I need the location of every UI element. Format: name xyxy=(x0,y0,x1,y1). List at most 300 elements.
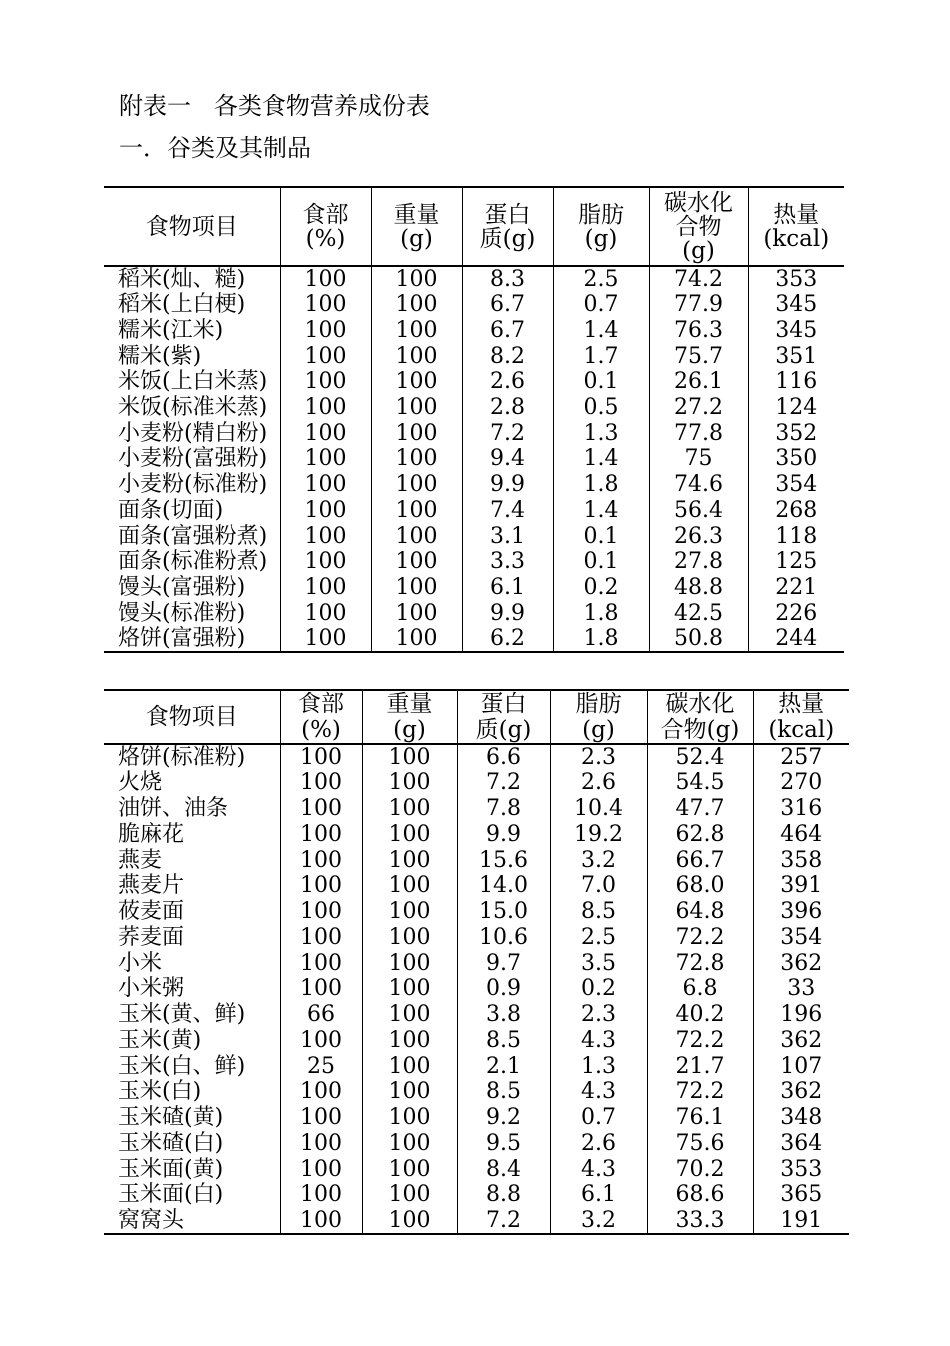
cell-carbohydrate: 33.3 xyxy=(647,1208,753,1234)
cell-carbohydrate: 76.3 xyxy=(649,318,748,344)
cell-food-item: 小麦粉(标准粉) xyxy=(118,472,268,498)
cell-calories: 270 xyxy=(753,770,849,796)
header-text: 蛋白 xyxy=(484,201,531,228)
cell-fat: 0.1 xyxy=(553,549,649,575)
cell-weight: 100 xyxy=(362,796,457,822)
cell-food-item: 油饼、油条 xyxy=(118,796,229,822)
cell-edible-portion: 100 xyxy=(280,523,371,549)
header-text: 质(g) xyxy=(479,225,536,252)
cell-calories: 257 xyxy=(753,744,849,770)
cell-protein: 8.5 xyxy=(457,1079,550,1105)
cell-carbohydrate: 42.5 xyxy=(649,600,748,626)
cell-protein: 9.9 xyxy=(457,822,550,848)
cell-fat: 2.3 xyxy=(550,1002,647,1028)
cell-food-item: 米饭(标准米蒸) xyxy=(118,395,268,421)
header-text: 重量 xyxy=(386,691,433,717)
cell-protein: 2.1 xyxy=(457,1053,550,1079)
table-row xyxy=(104,770,849,796)
header-text: 热量 xyxy=(778,691,825,717)
header-calories xyxy=(748,187,844,266)
header-text: 食物项目 xyxy=(145,213,238,240)
table-row xyxy=(104,1002,849,1028)
cell-edible-portion: 100 xyxy=(280,1079,362,1105)
cell-edible-portion: 100 xyxy=(280,266,371,292)
cell-fat: 1.4 xyxy=(553,446,649,472)
nutrition-table-1 xyxy=(104,186,844,653)
table-row xyxy=(104,822,849,848)
table-row xyxy=(104,796,849,822)
cell-edible-portion: 100 xyxy=(280,925,362,951)
cell-protein: 10.6 xyxy=(457,925,550,951)
cell-calories: 348 xyxy=(753,1105,849,1131)
cell-weight: 100 xyxy=(371,472,462,498)
cell-food-item: 面条(富强粉煮) xyxy=(118,523,268,549)
cell-food-item: 玉米面(黄) xyxy=(118,1156,224,1182)
header-text: (g) xyxy=(582,717,615,743)
cell-carbohydrate: 6.8 xyxy=(647,976,753,1002)
cell-carbohydrate: 47.7 xyxy=(647,796,753,822)
cell-food-item: 面条(切面) xyxy=(118,497,224,523)
header-protein xyxy=(457,690,550,744)
cell-food-item: 稻米(灿、糙) xyxy=(118,267,246,292)
table-row xyxy=(104,1156,849,1182)
cell-protein: 14.0 xyxy=(457,873,550,899)
cell-carbohydrate: 74.2 xyxy=(649,266,748,292)
cell-calories: 107 xyxy=(753,1053,849,1079)
header-text: 碳水化 xyxy=(665,691,735,717)
cell-weight: 100 xyxy=(362,925,457,951)
cell-fat: 1.3 xyxy=(553,420,649,446)
cell-edible-portion: 100 xyxy=(280,976,362,1002)
cell-protein: 6.1 xyxy=(462,575,553,601)
table-row xyxy=(104,925,849,951)
cell-carbohydrate: 72.8 xyxy=(647,950,753,976)
document-title: 附表一 各类食物营养成份表 xyxy=(119,92,430,120)
header-calories xyxy=(753,690,849,744)
table-row xyxy=(104,498,844,524)
cell-weight: 100 xyxy=(371,318,462,344)
cell-fat: 19.2 xyxy=(550,822,647,848)
cell-weight: 100 xyxy=(371,626,462,652)
table-row xyxy=(104,1053,849,1079)
cell-edible-portion: 100 xyxy=(280,1028,362,1054)
cell-edible-portion: 100 xyxy=(280,950,362,976)
cell-fat: 2.3 xyxy=(550,744,647,770)
cell-fat: 4.3 xyxy=(550,1079,647,1105)
cell-carbohydrate: 72.2 xyxy=(647,925,753,951)
cell-weight: 100 xyxy=(371,292,462,318)
cell-food-item: 馒头(标准粉) xyxy=(118,600,246,626)
cell-weight: 100 xyxy=(371,498,462,524)
cell-edible-portion: 100 xyxy=(280,1156,362,1182)
cell-food-item: 玉米面(白) xyxy=(118,1182,224,1208)
header-text: 食部 xyxy=(298,691,344,717)
cell-food-item: 荞麦面 xyxy=(118,924,185,950)
cell-protein: 6.6 xyxy=(457,744,550,770)
cell-edible-portion: 100 xyxy=(280,1105,362,1131)
cell-protein: 7.2 xyxy=(457,1208,550,1234)
cell-fat: 2.5 xyxy=(550,925,647,951)
cell-fat: 0.7 xyxy=(553,292,649,318)
header-text: 合物(g) xyxy=(660,717,740,743)
cell-carbohydrate: 54.5 xyxy=(647,770,753,796)
cell-edible-portion: 100 xyxy=(280,1208,362,1234)
cell-calories: 365 xyxy=(753,1182,849,1208)
nutrition-table-2 xyxy=(104,689,849,1235)
cell-weight: 100 xyxy=(371,369,462,395)
cell-carbohydrate: 52.4 xyxy=(647,744,753,770)
table-row xyxy=(104,575,844,601)
cell-weight: 100 xyxy=(362,1053,457,1079)
cell-protein: 9.7 xyxy=(457,950,550,976)
cell-protein: 8.3 xyxy=(462,266,553,292)
cell-protein: 15.6 xyxy=(457,847,550,873)
cell-fat: 1.4 xyxy=(553,318,649,344)
cell-protein: 3.1 xyxy=(462,523,553,549)
cell-edible-portion: 100 xyxy=(280,1182,362,1208)
cell-calories: 116 xyxy=(748,369,844,395)
table-row xyxy=(104,1028,849,1054)
cell-calories: 391 xyxy=(753,873,849,899)
cell-fat: 0.5 xyxy=(553,395,649,421)
cell-carbohydrate: 72.2 xyxy=(647,1079,753,1105)
cell-edible-portion: 100 xyxy=(280,744,362,770)
cell-carbohydrate: 70.2 xyxy=(647,1156,753,1182)
cell-weight: 100 xyxy=(362,847,457,873)
cell-protein: 9.9 xyxy=(462,600,553,626)
cell-edible-portion: 100 xyxy=(280,446,371,472)
cell-fat: 10.4 xyxy=(550,796,647,822)
cell-food-item: 莜麦面 xyxy=(118,899,185,925)
cell-food-item: 窝窝头 xyxy=(104,1208,280,1234)
cell-edible-portion: 100 xyxy=(280,575,371,601)
cell-calories: 364 xyxy=(753,1131,849,1157)
header-food-item xyxy=(104,690,280,744)
cell-protein: 9.2 xyxy=(457,1105,550,1131)
cell-carbohydrate: 21.7 xyxy=(647,1053,753,1079)
header-weight xyxy=(371,187,462,266)
cell-calories: 244 xyxy=(748,626,844,652)
cell-weight: 100 xyxy=(362,1182,457,1208)
cell-protein: 8.5 xyxy=(457,1028,550,1054)
cell-edible-portion: 100 xyxy=(280,420,371,446)
cell-fat: 1.7 xyxy=(553,343,649,369)
cell-weight: 100 xyxy=(362,1028,457,1054)
cell-food-item: 玉米(白、鲜) xyxy=(118,1053,246,1079)
cell-food-item: 面条(标准粉煮) xyxy=(118,549,268,575)
cell-weight: 100 xyxy=(362,899,457,925)
cell-edible-portion: 100 xyxy=(280,626,371,652)
header-text: 蛋白 xyxy=(480,691,527,717)
cell-calories: 118 xyxy=(748,523,844,549)
cell-carbohydrate: 75.6 xyxy=(647,1131,753,1157)
header-text: 重量 xyxy=(393,201,440,228)
table-row xyxy=(104,1079,849,1105)
cell-protein: 0.9 xyxy=(457,976,550,1002)
cell-fat: 0.2 xyxy=(550,976,647,1002)
table-row xyxy=(104,1182,849,1208)
cell-food-item: 燕麦 xyxy=(118,847,163,873)
cell-edible-portion: 100 xyxy=(280,369,371,395)
header-text: 脂肪 xyxy=(575,691,622,717)
cell-fat: 1.8 xyxy=(553,472,649,498)
cell-food-item: 燕麦片 xyxy=(118,873,185,899)
cell-edible-portion: 100 xyxy=(280,899,362,925)
cell-edible-portion: 100 xyxy=(280,796,362,822)
cell-fat: 0.1 xyxy=(553,523,649,549)
table-row xyxy=(104,343,844,369)
table-row xyxy=(104,626,844,652)
cell-food-item: 玉米碴(白) xyxy=(118,1130,224,1156)
cell-food-item: 火烧 xyxy=(118,770,163,796)
cell-carbohydrate: 74.6 xyxy=(649,472,748,498)
table-row xyxy=(104,523,844,549)
cell-calories: 196 xyxy=(753,1002,849,1028)
header-edible-portion xyxy=(280,690,362,744)
cell-edible-portion: 100 xyxy=(280,472,371,498)
cell-weight: 100 xyxy=(362,822,457,848)
cell-carbohydrate: 66.7 xyxy=(647,847,753,873)
cell-protein: 9.4 xyxy=(462,446,553,472)
cell-calories: 362 xyxy=(753,1028,849,1054)
cell-fat: 0.1 xyxy=(553,369,649,395)
header-fat xyxy=(553,187,649,266)
cell-calories: 396 xyxy=(753,899,849,925)
header-text: (%) xyxy=(305,225,346,252)
cell-food-item: 小麦粉(精白粉) xyxy=(118,420,268,446)
cell-fat: 3.5 xyxy=(550,950,647,976)
cell-food-item: 玉米碴(黄) xyxy=(118,1105,224,1131)
cell-protein: 2.6 xyxy=(462,369,553,395)
cell-weight: 100 xyxy=(362,1208,457,1234)
cell-weight: 100 xyxy=(371,266,462,292)
cell-carbohydrate: 26.1 xyxy=(649,369,748,395)
cell-weight: 100 xyxy=(362,744,457,770)
cell-calories: 268 xyxy=(748,498,844,524)
cell-edible-portion: 100 xyxy=(280,343,371,369)
header-text: (g) xyxy=(393,717,426,743)
cell-weight: 100 xyxy=(371,549,462,575)
table-row xyxy=(104,369,844,395)
header-text: 热量 xyxy=(773,201,820,228)
table-header-row xyxy=(104,187,844,266)
cell-edible-portion: 100 xyxy=(280,318,371,344)
cell-food-item: 玉米(黄) xyxy=(118,1027,202,1053)
header-text: 质(g) xyxy=(475,717,532,743)
table-row xyxy=(104,446,844,472)
cell-carbohydrate: 56.4 xyxy=(649,498,748,524)
cell-calories: 221 xyxy=(748,575,844,601)
cell-edible-portion: 100 xyxy=(280,292,371,318)
cell-fat: 2.6 xyxy=(550,770,647,796)
cell-edible-portion: 100 xyxy=(280,822,362,848)
cell-fat: 1.8 xyxy=(553,600,649,626)
cell-weight: 100 xyxy=(371,343,462,369)
cell-edible-portion: 100 xyxy=(280,770,362,796)
table-row xyxy=(104,395,844,421)
cell-carbohydrate: 68.6 xyxy=(647,1182,753,1208)
cell-protein: 3.3 xyxy=(462,549,553,575)
cell-weight: 100 xyxy=(371,600,462,626)
cell-weight: 100 xyxy=(362,1156,457,1182)
cell-calories: 353 xyxy=(748,266,844,292)
cell-weight: 100 xyxy=(362,950,457,976)
cell-fat: 1.4 xyxy=(553,498,649,524)
cell-protein: 6.7 xyxy=(462,292,553,318)
table-row xyxy=(104,899,849,925)
cell-food-item: 烙饼(标准粉) xyxy=(118,745,246,770)
cell-edible-portion: 100 xyxy=(280,549,371,575)
cell-weight: 100 xyxy=(371,523,462,549)
cell-calories: 350 xyxy=(748,446,844,472)
cell-calories: 124 xyxy=(748,395,844,421)
header-text: 碳水化 xyxy=(664,189,733,216)
cell-protein: 7.2 xyxy=(457,770,550,796)
cell-protein: 8.4 xyxy=(457,1156,550,1182)
cell-food-item: 小米粥 xyxy=(118,976,185,1002)
cell-protein: 15.0 xyxy=(457,899,550,925)
cell-carbohydrate: 62.8 xyxy=(647,822,753,848)
table-row xyxy=(104,420,844,446)
cell-protein: 6.7 xyxy=(462,318,553,344)
header-text: (kcal) xyxy=(763,225,830,252)
cell-food-item: 馒头(富强粉) xyxy=(118,574,246,600)
cell-food-item: 稻米(上白梗) xyxy=(118,292,246,318)
cell-protein: 8.2 xyxy=(462,343,553,369)
cell-protein: 6.2 xyxy=(462,626,553,652)
cell-carbohydrate: 77.8 xyxy=(649,420,748,446)
header-text: (%) xyxy=(301,717,341,743)
cell-calories: 353 xyxy=(753,1156,849,1182)
header-carbohydrate xyxy=(647,690,753,744)
cell-food-item: 玉米(黄、鲜) xyxy=(118,1002,246,1028)
cell-weight: 100 xyxy=(371,395,462,421)
header-protein xyxy=(462,187,553,266)
header-text: 食部 xyxy=(302,201,349,228)
cell-weight: 100 xyxy=(371,420,462,446)
header-text: 脂肪 xyxy=(578,201,624,228)
cell-food-item: 脆麻花 xyxy=(118,821,185,847)
cell-calories: 464 xyxy=(753,822,849,848)
header-text: 合物 xyxy=(675,213,722,240)
cell-fat: 8.5 xyxy=(550,899,647,925)
section-heading: 一．谷类及其制品 xyxy=(119,134,311,162)
header-fat xyxy=(550,690,647,744)
cell-calories: 33 xyxy=(753,976,849,1002)
cell-fat: 3.2 xyxy=(550,1208,647,1234)
header-edible-portion xyxy=(280,187,371,266)
cell-fat: 0.2 xyxy=(553,575,649,601)
cell-calories: 354 xyxy=(748,472,844,498)
cell-fat: 1.3 xyxy=(550,1053,647,1079)
cell-calories: 226 xyxy=(748,600,844,626)
table-row xyxy=(104,292,844,318)
cell-protein: 9.9 xyxy=(462,472,553,498)
cell-carbohydrate: 50.8 xyxy=(649,626,748,652)
header-text: (g) xyxy=(584,225,618,252)
cell-weight: 100 xyxy=(371,446,462,472)
cell-weight: 100 xyxy=(362,873,457,899)
cell-fat: 0.7 xyxy=(550,1105,647,1131)
cell-carbohydrate: 77.9 xyxy=(649,292,748,318)
cell-protein: 2.8 xyxy=(462,395,553,421)
cell-calories: 354 xyxy=(753,925,849,951)
cell-carbohydrate: 72.2 xyxy=(647,1028,753,1054)
cell-carbohydrate: 48.8 xyxy=(649,575,748,601)
cell-weight: 100 xyxy=(362,1002,457,1028)
cell-carbohydrate: 75 xyxy=(649,446,748,472)
cell-carbohydrate: 75.7 xyxy=(649,343,748,369)
header-text: (g) xyxy=(682,237,715,264)
table-row xyxy=(104,318,844,344)
header-food-item xyxy=(104,187,280,266)
table-row xyxy=(104,600,844,626)
cell-calories: 345 xyxy=(748,318,844,344)
header-text: (g) xyxy=(400,225,433,252)
cell-calories: 362 xyxy=(753,1079,849,1105)
cell-weight: 100 xyxy=(362,1105,457,1131)
cell-carbohydrate: 26.3 xyxy=(649,523,748,549)
cell-fat: 6.1 xyxy=(550,1182,647,1208)
cell-calories: 362 xyxy=(753,950,849,976)
cell-edible-portion: 66 xyxy=(280,1002,362,1028)
cell-fat: 2.5 xyxy=(553,266,649,292)
cell-edible-portion: 100 xyxy=(280,873,362,899)
cell-weight: 100 xyxy=(362,976,457,1002)
cell-calories: 352 xyxy=(748,420,844,446)
cell-edible-portion: 100 xyxy=(280,600,371,626)
cell-fat: 1.8 xyxy=(553,626,649,652)
cell-carbohydrate: 27.8 xyxy=(649,549,748,575)
cell-fat: 7.0 xyxy=(550,873,647,899)
header-text: 食物项目 xyxy=(145,704,238,730)
table-row xyxy=(104,976,849,1002)
cell-weight: 100 xyxy=(371,575,462,601)
header-text: (kcal) xyxy=(768,717,835,743)
cell-protein: 7.2 xyxy=(462,420,553,446)
cell-protein: 8.8 xyxy=(457,1182,550,1208)
cell-weight: 100 xyxy=(362,1079,457,1105)
cell-food-item: 小米 xyxy=(118,950,163,976)
table-row xyxy=(104,950,849,976)
cell-food-item: 米饭(上白米蒸) xyxy=(118,369,268,395)
table-row xyxy=(104,873,849,899)
cell-food-item: 烙饼(富强粉) xyxy=(104,626,280,652)
cell-protein: 7.4 xyxy=(462,498,553,524)
table-row xyxy=(104,472,844,498)
cell-fat: 2.6 xyxy=(550,1131,647,1157)
cell-weight: 100 xyxy=(362,1131,457,1157)
cell-edible-portion: 100 xyxy=(280,498,371,524)
cell-protein: 9.5 xyxy=(457,1131,550,1157)
table-header-row xyxy=(104,690,849,744)
table-row xyxy=(104,1131,849,1157)
cell-calories: 191 xyxy=(753,1208,849,1234)
header-weight xyxy=(362,690,457,744)
cell-edible-portion: 25 xyxy=(280,1053,362,1079)
cell-edible-portion: 100 xyxy=(280,395,371,421)
table-row xyxy=(104,744,849,770)
cell-carbohydrate: 64.8 xyxy=(647,899,753,925)
cell-edible-portion: 100 xyxy=(280,847,362,873)
table-row xyxy=(104,1105,849,1131)
cell-fat: 4.3 xyxy=(550,1156,647,1182)
table-row xyxy=(104,266,844,292)
cell-calories: 358 xyxy=(753,847,849,873)
cell-protein: 3.8 xyxy=(457,1002,550,1028)
table-row xyxy=(104,847,849,873)
cell-food-item: 糯米(紫) xyxy=(118,343,202,369)
